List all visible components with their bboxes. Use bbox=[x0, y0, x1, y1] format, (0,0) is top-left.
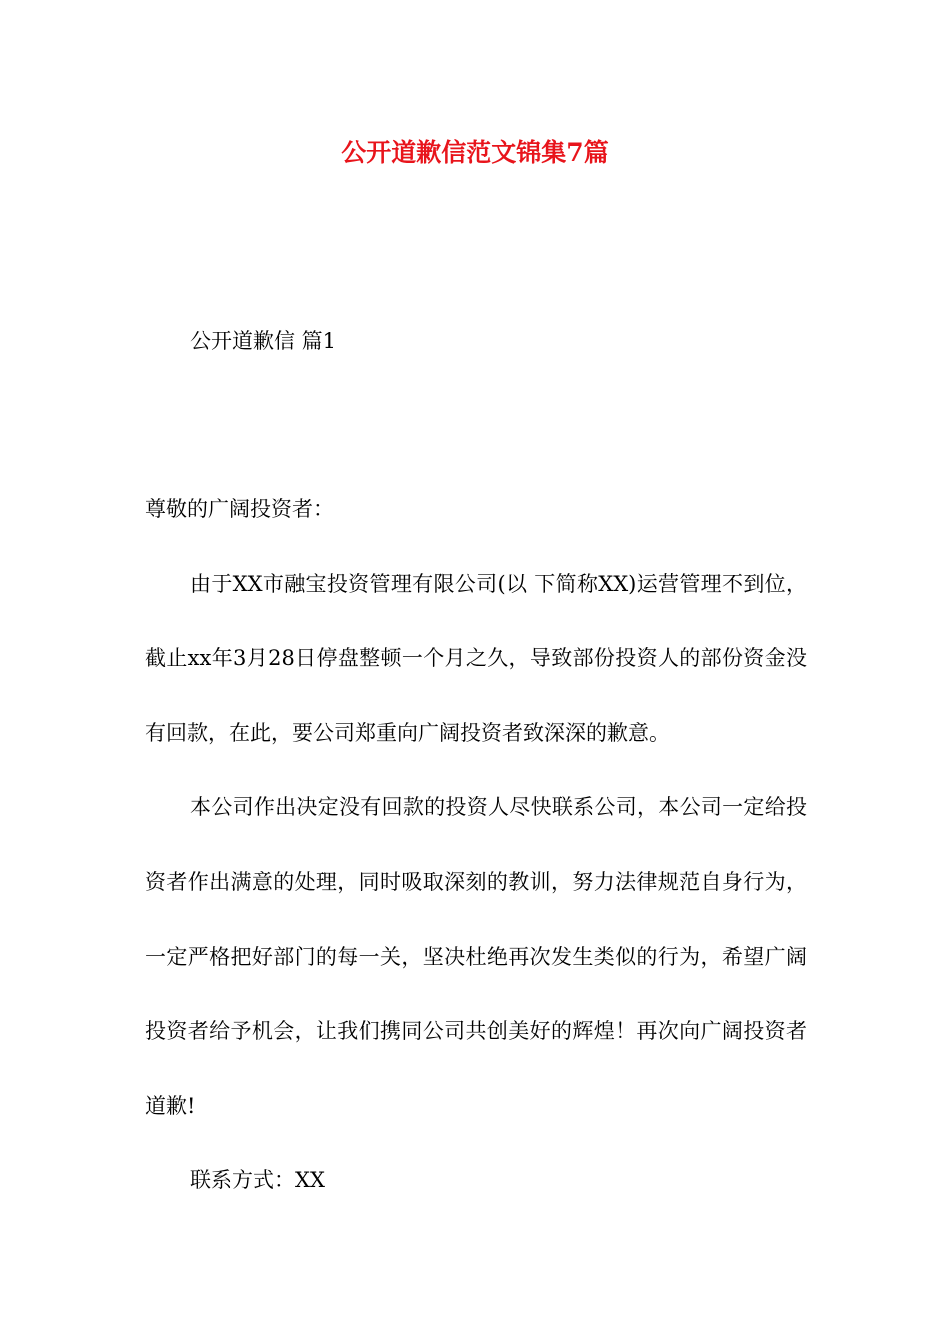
section-heading: 公开道歉信 篇1 bbox=[190, 329, 337, 353]
document-body bbox=[145, 472, 807, 1218]
contact-line: 联系方式：XX bbox=[190, 1168, 325, 1193]
paragraph-1: 由于XX市融宝投资管理有限公司(以 下简称XX)运营管理不到位，截止xx年3月28日停盘整顿一个月之久，导致部份投资人的部份资金没有回款，在此，要公司郑重向广阔投资者致深深的歉意。 bbox=[145, 571, 807, 745]
document-title: 公开道歉信范文锦集7篇 bbox=[341, 138, 609, 167]
salutation: 尊敬的广阔投资者： bbox=[145, 497, 334, 521]
paragraph-2: 本公司作出决定没有回款的投资人尽快联系公司，本公司一定给投资者作出满意的处理，同时吸取深刻的教训，努力法律规范自身行为，一定严格把好部门的每一关，坚决杜绝再次发生类似的行为，希望广阔投资者给予机会，让我们携同公司共创美好的辉煌！再次向广阔投资者道歉! bbox=[145, 795, 807, 1118]
